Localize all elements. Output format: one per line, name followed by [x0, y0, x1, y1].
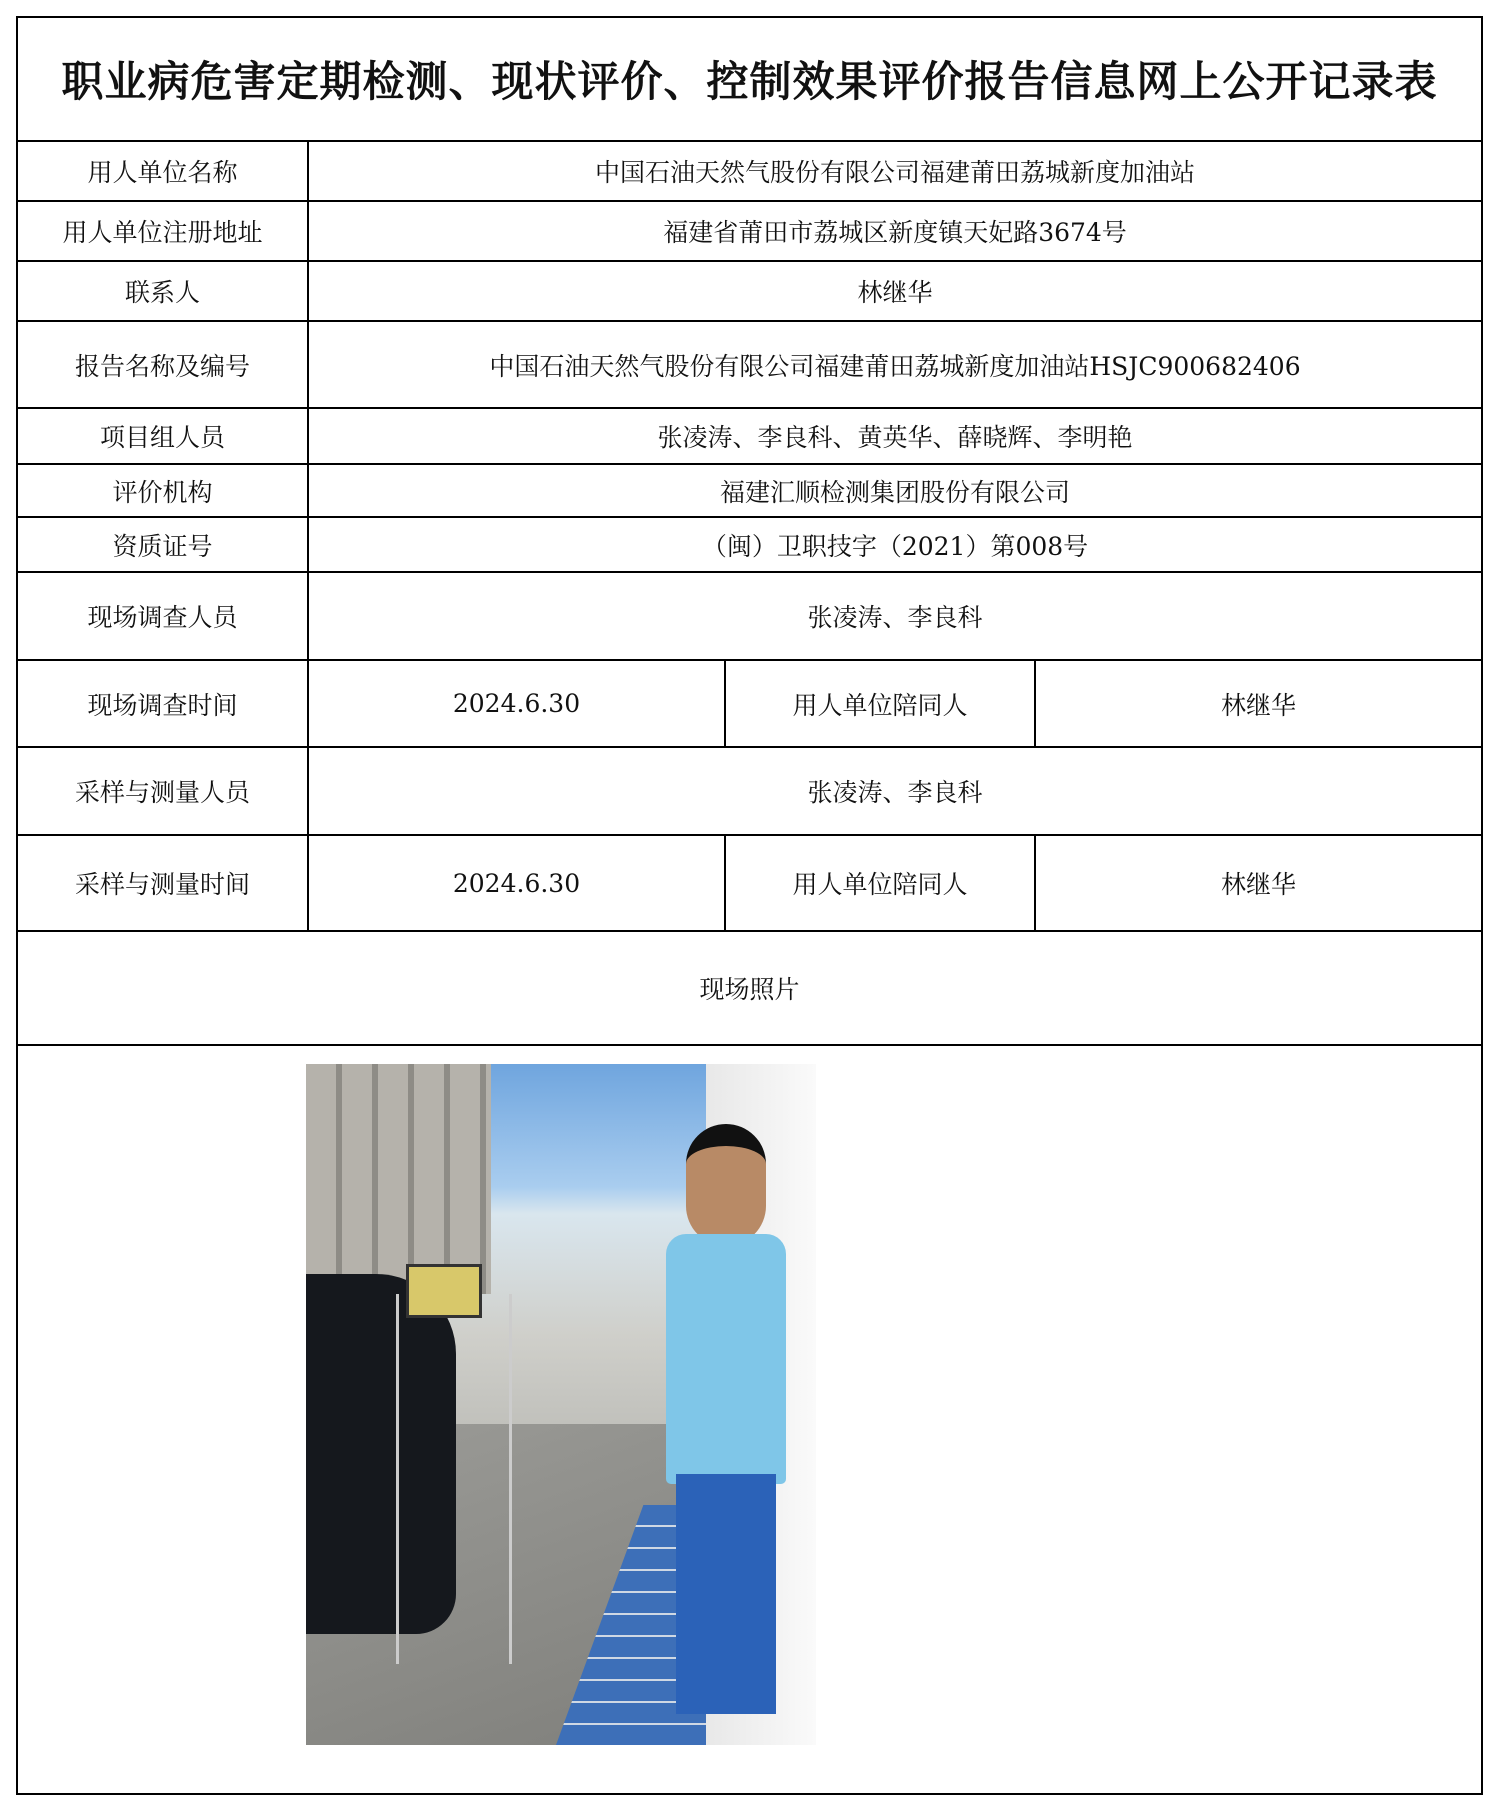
sampling-staff-label: 采样与测量人员	[74, 778, 250, 807]
agency-value: 福建汇顺检测集团股份有限公司	[719, 477, 1070, 507]
survey-staff-value: 张凌涛、李良科	[807, 603, 983, 632]
sampling-companion-label: 用人单位陪同人	[792, 870, 968, 899]
sampling-time-label: 采样与测量时间	[74, 870, 250, 899]
divider	[16, 1044, 1483, 1046]
report-name-label: 报告名称及编号	[74, 351, 250, 381]
certificate-value: （闽）卫职技字（2021）第008号	[701, 531, 1089, 561]
survey-companion-label: 用人单位陪同人	[792, 690, 968, 720]
sampling-time-value: 2024.6.30	[452, 868, 581, 898]
building	[306, 1064, 491, 1294]
team-label: 项目组人员	[99, 423, 225, 452]
pants	[676, 1474, 776, 1714]
tripod	[396, 1294, 512, 1664]
site-photo	[306, 1064, 816, 1745]
report-name-value: 中国石油天然气股份有限公司福建莆田荔城新度加油站HSJC900682406	[489, 351, 1301, 381]
employer-name-label: 用人单位名称	[87, 158, 238, 187]
survey-time-label: 现场调查时间	[87, 690, 238, 720]
survey-time-value: 2024.6.30	[452, 689, 581, 718]
head	[686, 1124, 766, 1246]
sampling-staff-value: 张凌涛、李良科	[807, 778, 983, 807]
page-title: 职业病危害定期检测、现状评价、控制效果评价报告信息网上公开记录表	[61, 57, 1438, 106]
employer-name-value: 中国石油天然气股份有限公司福建莆田荔城新度加油站	[594, 158, 1195, 187]
survey-staff-label: 现场调查人员	[87, 603, 238, 632]
certificate-label: 资质证号	[112, 531, 213, 561]
site-photos-label: 现场照片	[699, 975, 800, 1004]
employer-address-label: 用人单位注册地址	[62, 218, 263, 247]
agency-label: 评价机构	[112, 477, 213, 507]
employer-address-value: 福建省莆田市荔城区新度镇天妃路3674号	[663, 218, 1127, 247]
contact-label: 联系人	[124, 278, 200, 307]
sampling-companion-value: 林继华	[1220, 870, 1296, 899]
survey-companion-value: 林继华	[1220, 690, 1296, 720]
sampling-device	[406, 1264, 482, 1318]
team-value: 张凌涛、李良科、黄英华、薛晓辉、李明艳	[657, 423, 1133, 452]
contact-value: 林继华	[857, 278, 933, 307]
attendant	[666, 1124, 786, 1724]
shirt	[666, 1234, 786, 1484]
